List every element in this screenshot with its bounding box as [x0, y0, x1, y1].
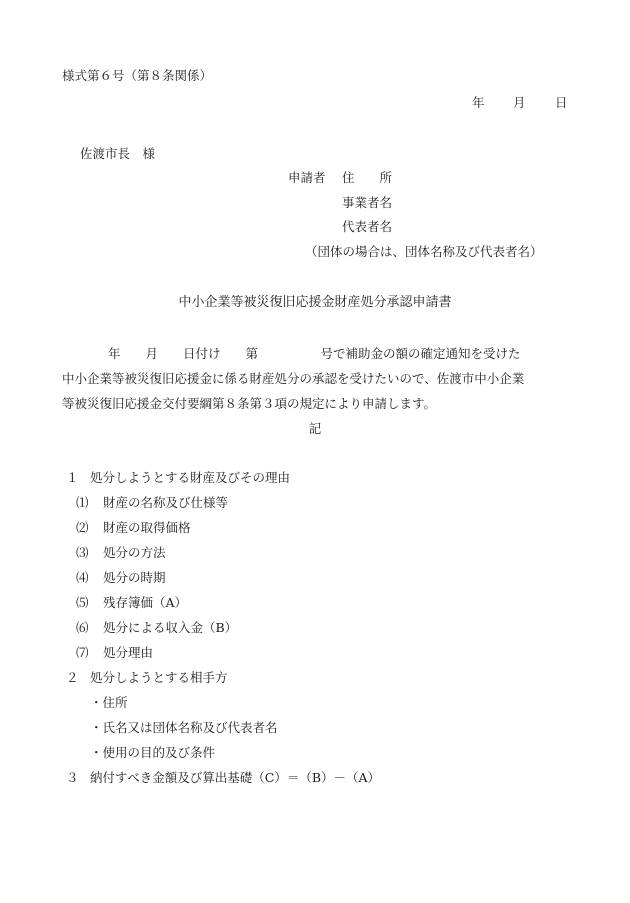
subitem-text: 処分理由	[103, 645, 154, 660]
subitem-text: 財産の取得価格	[103, 520, 191, 535]
subitem-text: 財産の名称及び仕様等	[103, 495, 229, 510]
ki-heading: 記	[308, 421, 322, 436]
body-line-3: 等被災復旧応援金交付要綱第８条第３項の規定により申請します。	[62, 396, 437, 411]
bullet-item: ・氏名又は団体名称及び代表者名	[90, 720, 278, 735]
addressee: 佐渡市長 様	[80, 146, 156, 161]
item-text: 処分しようとする財産及びその理由	[90, 470, 291, 485]
bullet-item: ・使用の目的及び条件	[90, 745, 216, 760]
applicant-representative-label: 代表者名	[342, 219, 393, 234]
subitem-marker: ⑴	[76, 495, 89, 510]
subitem-marker: ⑶	[76, 545, 89, 560]
subitem-text: 処分の方法	[103, 545, 166, 560]
applicant-note: （団体の場合は、団体名称及び代表者名）	[305, 244, 543, 259]
subitem-marker: ⑹	[76, 620, 89, 635]
bullet-item: ・住所	[90, 695, 128, 710]
subitem-marker: ⑺	[76, 645, 89, 660]
applicant-role: 申請者	[288, 170, 326, 185]
date-day: 日	[555, 95, 568, 110]
item-text: 処分しようとする相手方	[90, 670, 228, 685]
subitem-marker: ⑵	[76, 520, 89, 535]
item-text: 納付すべき金額及び算出基礎（C）＝（B）－（A）	[90, 770, 381, 785]
date-line	[0, 95, 630, 175]
document-title: 中小企業等被災復旧応援金財産処分承認申請書	[178, 295, 452, 310]
body-line-2: 中小企業等被災復旧応援金に係る財産処分の承認を受けたいので、佐渡市中小企業	[62, 371, 525, 386]
date-year: 年	[472, 95, 485, 110]
subitem-text: 残存簿価（A）	[103, 595, 188, 610]
body-line-1: 年 月 日付け 第 号で補助金の額の確定通知を受けた	[108, 346, 521, 361]
date-month: 月	[513, 95, 526, 110]
applicant-address-label: 住 所	[342, 170, 393, 185]
subitem-text: 処分による収入金（B）	[103, 620, 238, 635]
subitem-marker: ⑸	[76, 595, 89, 610]
item-number: ２	[66, 670, 79, 685]
applicant-business-name-label: 事業者名	[342, 195, 393, 210]
form-label: 様式第６号（第８条関係）	[62, 68, 213, 83]
subitem-text: 処分の時期	[103, 570, 166, 585]
item-number: １	[66, 470, 79, 485]
subitem-marker: ⑷	[76, 570, 89, 585]
item-number: ３	[66, 770, 79, 785]
